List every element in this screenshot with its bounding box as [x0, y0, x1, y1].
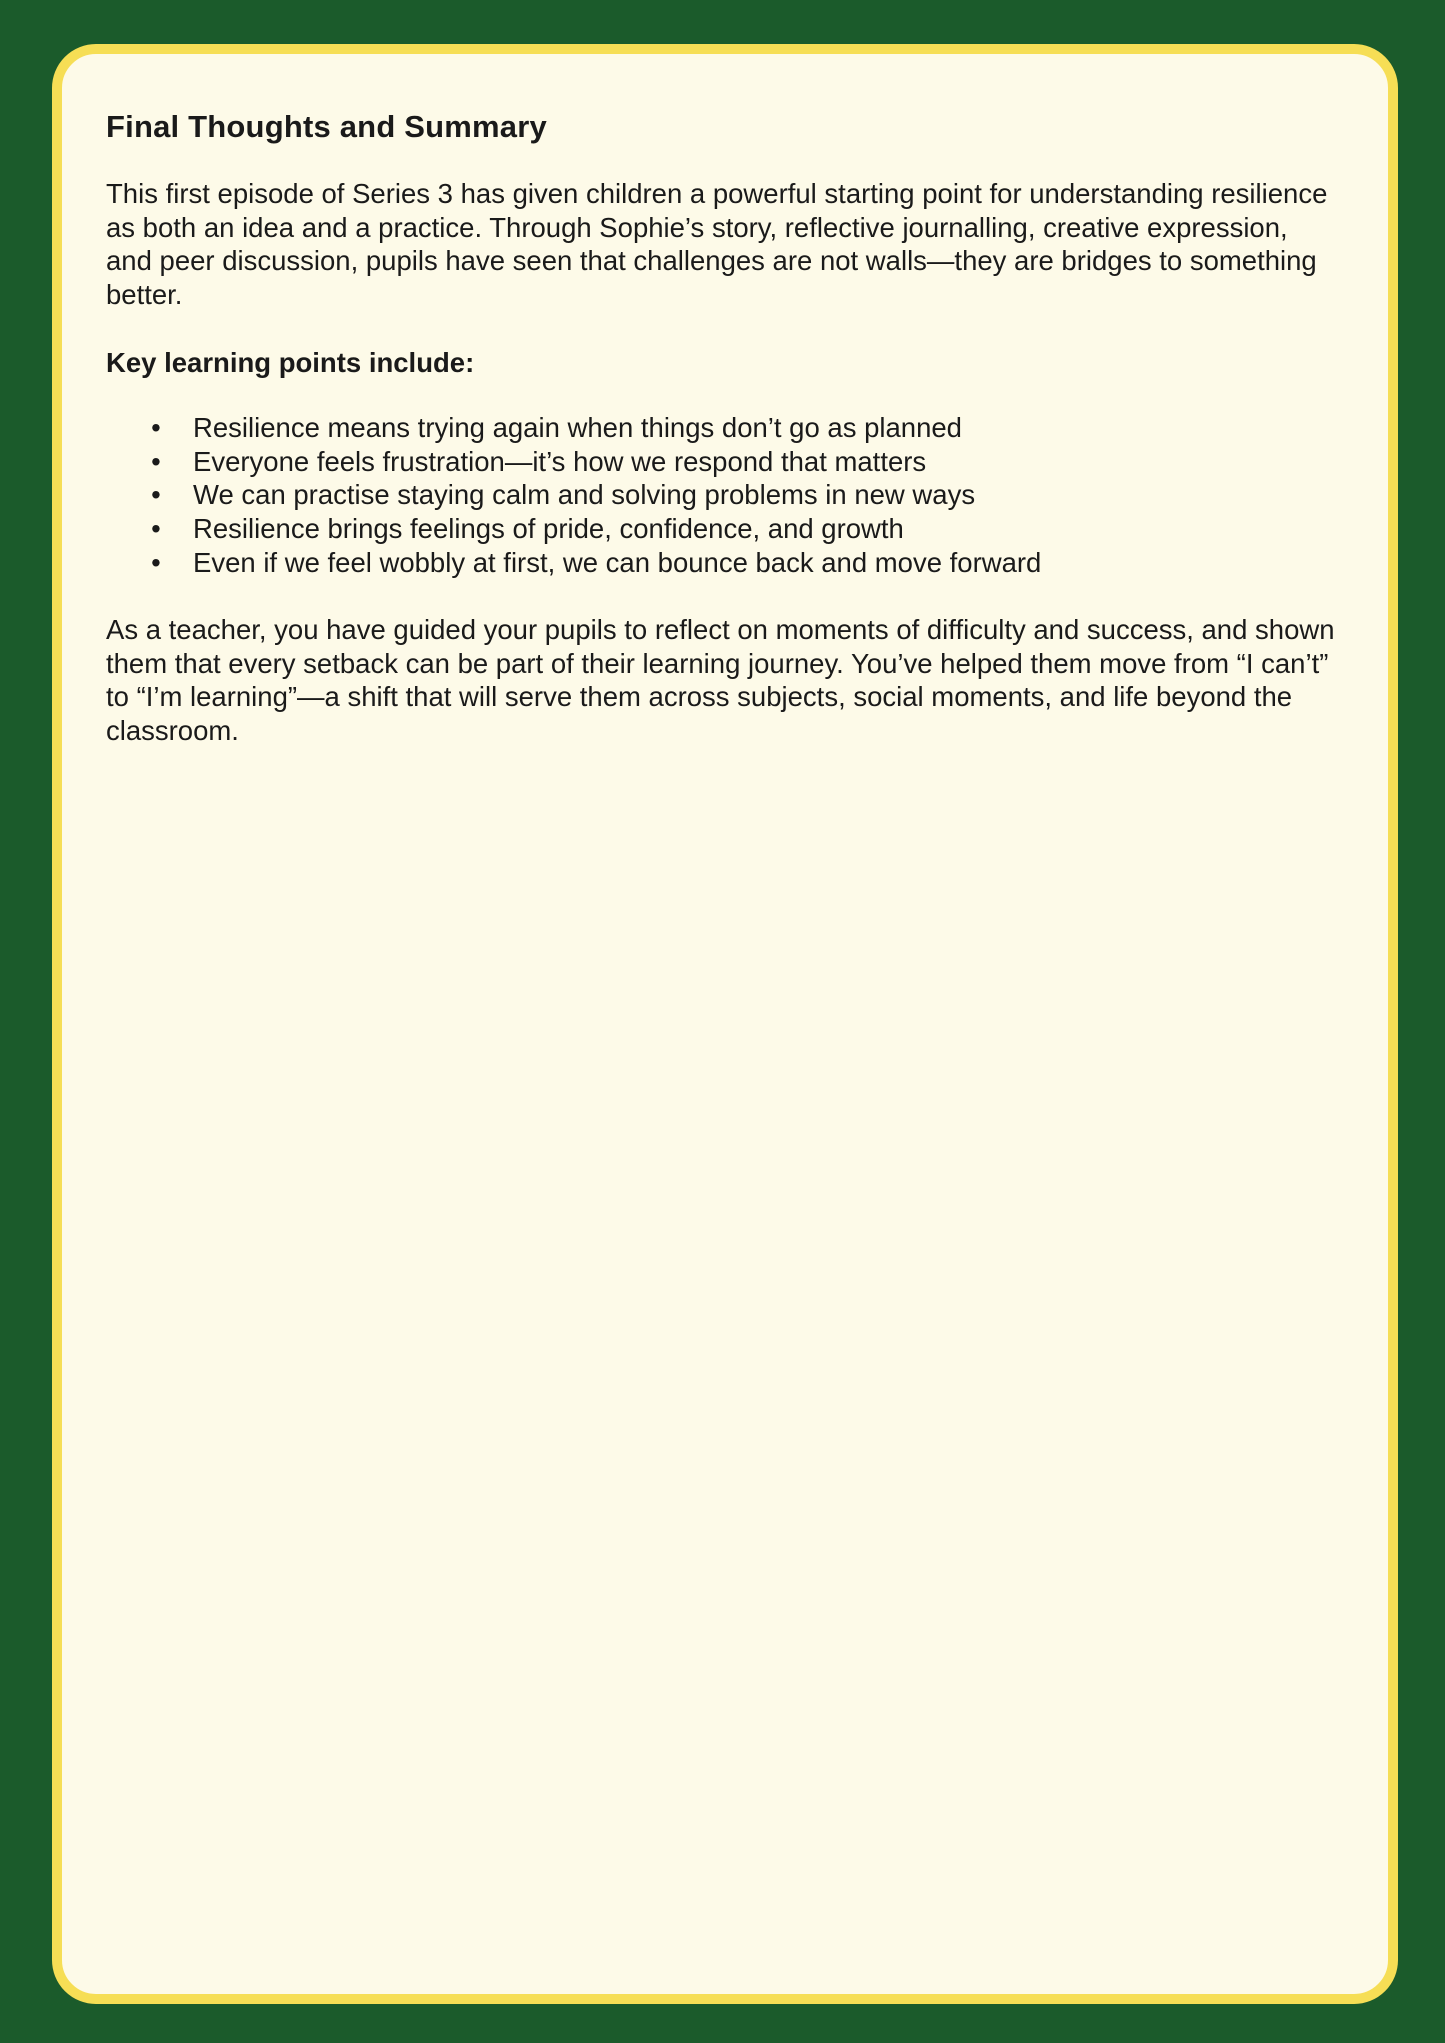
- key-points-list: [106, 411, 1338, 579]
- list-item: [106, 546, 1338, 580]
- list-item-text: Even if we feel wobbly at first, we can bounce back and move forward: [193, 546, 1042, 578]
- summary-section: [106, 108, 1338, 748]
- list-item-text: Resilience means trying again when things don’t go as planned: [193, 412, 962, 444]
- list-item-text: Everyone feels frustration—it’s how we respond that matters: [193, 445, 927, 477]
- bullet-icon: •: [151, 412, 161, 444]
- section-title: Final Thoughts and Summary: [106, 109, 547, 144]
- bullet-icon: •: [151, 546, 161, 578]
- bullet-icon: •: [151, 479, 161, 511]
- list-item: [106, 478, 1338, 512]
- list-item-text: We can practise staying calm and solving problems in new ways: [193, 479, 976, 511]
- key-points-heading: Key learning points include:: [106, 346, 475, 378]
- list-item-text: Resilience brings feelings of pride, confidence, and growth: [193, 512, 904, 544]
- closing-paragraph: As a teacher, you have guided your pupils to reflect on moments of difficulty and success, and shown them that every setback can be part of their learning journey. You’ve helped them move from “I can’t” to “I’m learning”—a shift that will serve them across subjects, social moments, and life beyond the classroom.: [106, 614, 1335, 746]
- bullet-icon: •: [151, 445, 161, 477]
- list-item: [106, 445, 1338, 479]
- bullet-icon: •: [151, 512, 161, 544]
- content-panel: [52, 44, 1398, 2004]
- intro-paragraph: This first episode of Series 3 has given children a powerful starting point for understanding resilience as both an idea and a practice. Through Sophie’s story, reflective journalling, creative expression, and peer discussion, pupils have seen that challenges are not walls—they are bridges to something better.: [106, 178, 1328, 310]
- list-item: [106, 512, 1338, 546]
- list-item: [106, 411, 1338, 445]
